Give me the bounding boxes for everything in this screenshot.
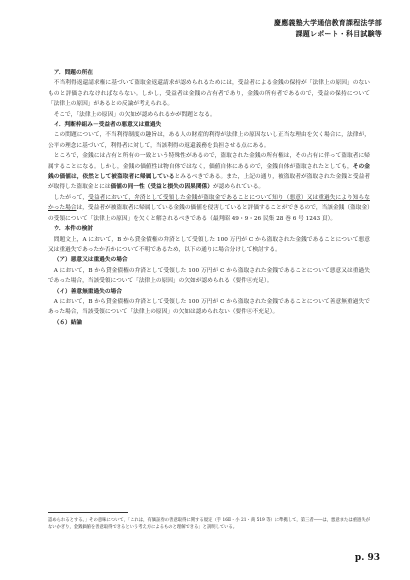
paragraph	[48, 151, 370, 193]
text-run: ところで，金銭には占有と所有の一致という特殊性があるので，盗取された金銭の所有権は，その占有に伴って盗取者に帰属することになる。しかし，金銭の価値性は物自体ではなく，価値自体にあるので，金銭自体が盗取されたとしても，	[48, 153, 370, 170]
paragraph	[48, 193, 370, 224]
underlined-text: 受益者において，弁済として受領した金銭が盗取金であることについて知り（悪意）又は重過失により知らなかった場合	[48, 194, 370, 212]
paragraph: 不当利得返還請求権に基づいて盗取金返還請求が認められるためには，受益者による金銭の保持が「法律上の原因」のないものと評価されなければならない。しかし，受益者は金銭の占有者であり，金銭の所有者であるので，受益の保持について「法律上の原因」があるとの反論が考えられる。	[48, 80, 370, 108]
footnote-text: 認められるとする。」その意味について，「これは，有価証券の善意取得に関する規定（手 16Ⅱ・小 21・商 519 等）に準拠して，第三者――は，悪意または重過失がないかぎり，金銭価値を善意取得できるという考え方によるものと理解できる」と説明している。	[48, 518, 370, 530]
heading-bad-faith: （ア）悪意又は重過失の場合	[53, 257, 128, 264]
heading-conclusion: （６）結論	[53, 319, 83, 326]
paragraph: そこで，「法律上の原因」の欠如が認められるかが問題となる。	[53, 111, 216, 118]
page-number: p. 93	[354, 553, 380, 563]
heading-issue: ア．問題の所在	[53, 70, 94, 76]
emphasis-text: その金銭の価値は，依然として被盗取者に帰属している	[48, 163, 370, 181]
emphasis-text: 価値の同一性（受益と損失の因果関係）	[110, 184, 213, 191]
text-run: したがって，	[53, 194, 89, 201]
footnote-divider	[48, 512, 128, 513]
heading-good-faith: （イ）善意無重過失の場合	[53, 288, 122, 295]
paragraph: 問題文上，A において，B から貸金債権の弁済として受領した 100 万円が C から盗取された金銭であることについて悪意又は重過失であったか否かについて不明であるため，以下の通りに場合分けして検討する。	[48, 236, 370, 253]
paragraph: A において，B から貸金債権の弁済として受領した 100 万円が C から盗取された金銭であることについて悪意又は重過失であった場合，当該受領について「法律上の原因」の欠如が認められる（要件④充足）。	[48, 267, 370, 285]
text-run: が認められている。	[212, 184, 265, 191]
heading-framework: イ．判断枠組み－受益者の悪意又は重過失	[53, 122, 162, 129]
heading-analysis: ウ．本件の検討	[53, 226, 94, 233]
header-university: 慶應義塾大学通信教育課程法学部	[274, 18, 382, 27]
body-text	[48, 68, 370, 328]
header-course: 課題レポート・科目試験等	[295, 29, 382, 38]
text-run: とみるべきである。また，上記の通り，被盗取者が盗取された金銭と受益者が取得した盗取金とには	[48, 174, 371, 191]
footnote	[48, 517, 370, 531]
paragraph: A において，B から貸金債権の弁済として受領した 100 万円が C から盗取された金銭であることについて善意無重過失であった場合，当該受領について「法律上の原因」の欠如は認められない（要件④不充足）。	[48, 298, 370, 316]
paragraph: この問題について，不当利得制度の趣旨は，ある人の財産的利得が法律上の原因ないし正当な理由を欠く場合に，法律が，公平の理念に基づいて，利得者に対して，当該利得の返還義務を負担させる点にある。	[48, 132, 370, 149]
text-run: は，受益者が被盗取者に帰属している金銭の価値を侵害していると評価することができるので，当該金銭（盗取金）の受領について「法律上の原因」を欠くと解されるべきである（最判昭 49・9・26 民集 28 巻 6 号 1243 頁）。	[48, 205, 370, 222]
